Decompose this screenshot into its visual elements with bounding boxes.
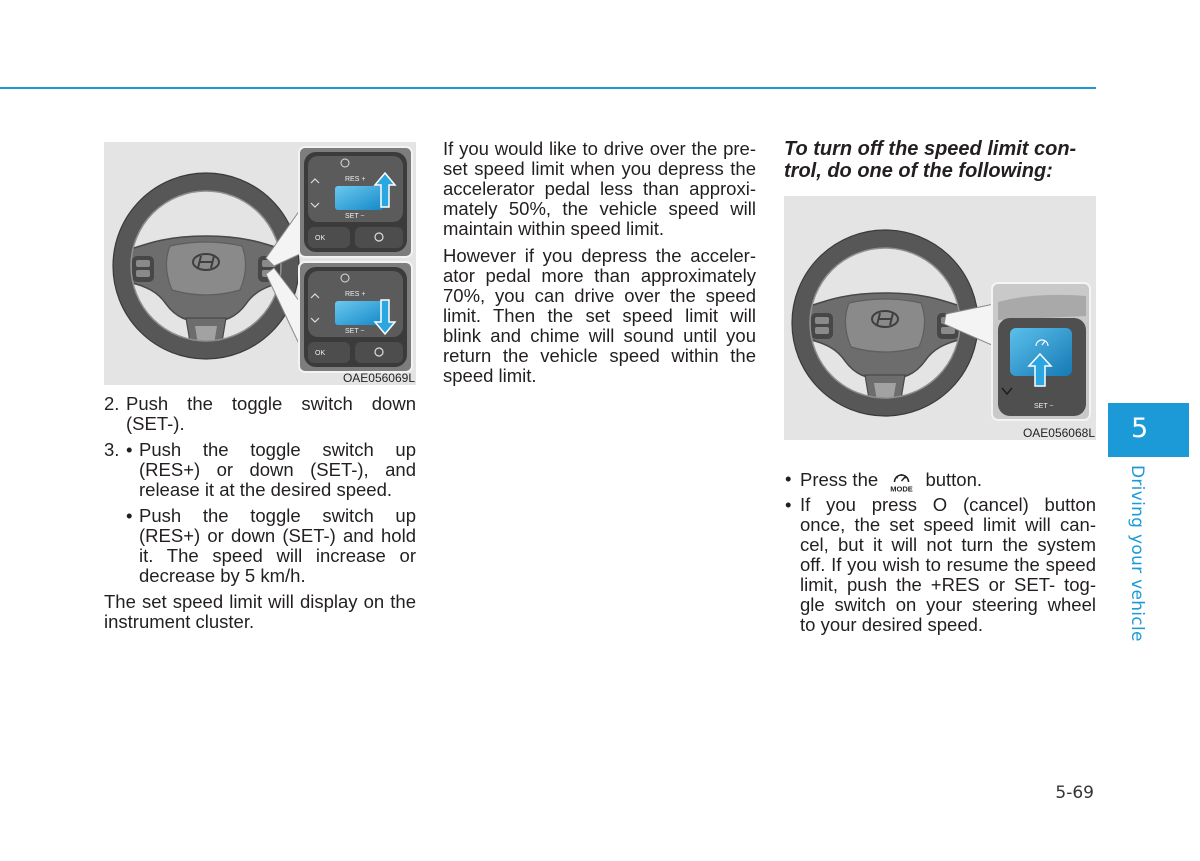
text-line: If you would like to drive over the pre- bbox=[443, 138, 756, 159]
text-line: it. The speed will increase or bbox=[139, 545, 416, 566]
text-line: to your desired speed. bbox=[800, 614, 984, 635]
header-rule bbox=[0, 87, 1096, 89]
text-line bbox=[800, 469, 1096, 493]
steering-wheel-illustration bbox=[104, 142, 416, 385]
bullet-item bbox=[126, 440, 416, 500]
paragraph bbox=[443, 246, 756, 386]
figure-code: OAE056068L bbox=[1022, 426, 1095, 440]
section-heading bbox=[784, 138, 1096, 182]
text-line: The set speed limit will display on the bbox=[104, 591, 416, 612]
steering-wheel-illustration bbox=[784, 196, 1096, 440]
bullet-symbol: • bbox=[126, 439, 133, 460]
figure-mode-button bbox=[784, 196, 1096, 440]
chapter-number: 5 bbox=[1131, 413, 1149, 444]
text-line: (RES+) or down (SET-) and hold bbox=[139, 525, 416, 546]
inset-toggle-up bbox=[299, 147, 412, 257]
text-line: cel, but it will not turn the system bbox=[800, 534, 1096, 555]
middle-column-text bbox=[443, 139, 756, 386]
inset-toggle-down bbox=[299, 262, 412, 372]
res-label: RES + bbox=[345, 291, 366, 298]
text-line: (RES+) or down (SET-), and bbox=[139, 459, 416, 480]
chapter-tab bbox=[1108, 403, 1189, 457]
bullet-item bbox=[784, 468, 1096, 493]
mode-button-icon bbox=[886, 469, 917, 493]
page-number: 5-69 bbox=[1055, 783, 1094, 803]
bullet-item bbox=[126, 506, 416, 586]
text-line: blink and chime will sound until you bbox=[443, 325, 756, 346]
bullet-symbol: • bbox=[785, 494, 792, 515]
figure-toggle-switch bbox=[104, 142, 416, 385]
bullet-text-before-icon: Press the bbox=[800, 469, 879, 490]
text-line: If you press O (cancel) button bbox=[800, 494, 1096, 515]
text-line: set speed limit when you depress the bbox=[443, 158, 756, 179]
step-3 bbox=[104, 440, 416, 586]
bullet-item bbox=[784, 495, 1096, 635]
text-line: Push the toggle switch up bbox=[139, 439, 416, 460]
paragraph bbox=[443, 139, 756, 239]
text-line: (SET-). bbox=[126, 413, 185, 434]
text-line: mately 50%, the vehicle speed will bbox=[443, 198, 756, 219]
figure-code: OAE056069L bbox=[342, 371, 415, 385]
text-line: ator pedal more than approximately bbox=[443, 265, 756, 286]
ok-label: OK bbox=[315, 350, 326, 357]
chapter-title: Driving your vehicle bbox=[1127, 465, 1147, 642]
text-line: limit, push the +RES or SET- tog- bbox=[800, 574, 1096, 595]
res-label: RES + bbox=[345, 176, 366, 183]
inset-mode-button bbox=[992, 283, 1090, 420]
bullet-text-after-icon: button. bbox=[925, 469, 983, 490]
toggle-switch-highlight bbox=[335, 186, 383, 210]
note-paragraph bbox=[104, 592, 416, 632]
text-line: once, the set speed limit will can- bbox=[800, 514, 1096, 535]
text-line: accelerator pedal less than approxi- bbox=[443, 178, 756, 199]
airbag-cover bbox=[845, 299, 924, 352]
text-line: 70%, you can drive over the speed bbox=[443, 285, 756, 306]
text-line: return the vehicle speed within the bbox=[443, 345, 756, 366]
text-line: However if you depress the acceler- bbox=[443, 245, 756, 266]
ok-label: OK bbox=[315, 235, 326, 242]
text-line: gle switch on your steering wheel bbox=[800, 594, 1096, 615]
left-spoke-buttons bbox=[132, 256, 154, 282]
step-2 bbox=[104, 394, 416, 434]
step-number: 2. bbox=[104, 393, 120, 414]
bullet-text bbox=[800, 495, 1096, 635]
bullet-text bbox=[139, 506, 416, 586]
right-column-bullets bbox=[784, 469, 1096, 635]
text-line: instrument cluster. bbox=[104, 611, 255, 632]
text-line: speed limit. bbox=[443, 365, 537, 386]
bullet-symbol: • bbox=[126, 505, 133, 526]
bullet-symbol: • bbox=[785, 468, 792, 489]
set-label: SET − bbox=[345, 328, 365, 335]
text-line: trol, do one of the following: bbox=[784, 160, 1053, 182]
text-line: release it at the desired speed. bbox=[139, 479, 392, 500]
set-label: SET − bbox=[345, 213, 365, 220]
step-number: 3. bbox=[104, 439, 120, 460]
text-line: decrease by 5 km/h. bbox=[139, 565, 306, 586]
text-line: limit. Then the set speed limit will bbox=[443, 305, 756, 326]
text-line: Push the toggle switch up bbox=[139, 505, 416, 526]
text-line: Push the toggle switch down bbox=[126, 393, 416, 414]
left-column-text bbox=[104, 394, 416, 632]
text-line: off. If you wish to resume the speed bbox=[800, 554, 1096, 575]
text-line: maintain within speed limit. bbox=[443, 218, 665, 239]
bullet-text bbox=[139, 440, 416, 500]
set-label: SET − bbox=[1034, 403, 1054, 410]
steering-wheel bbox=[113, 173, 299, 359]
airbag-cover bbox=[166, 242, 245, 295]
left-spoke-buttons bbox=[811, 313, 833, 339]
text-line: To turn off the speed limit con- bbox=[784, 138, 1077, 160]
mode-icon-label: MODE bbox=[890, 484, 914, 493]
step-text bbox=[126, 394, 416, 434]
